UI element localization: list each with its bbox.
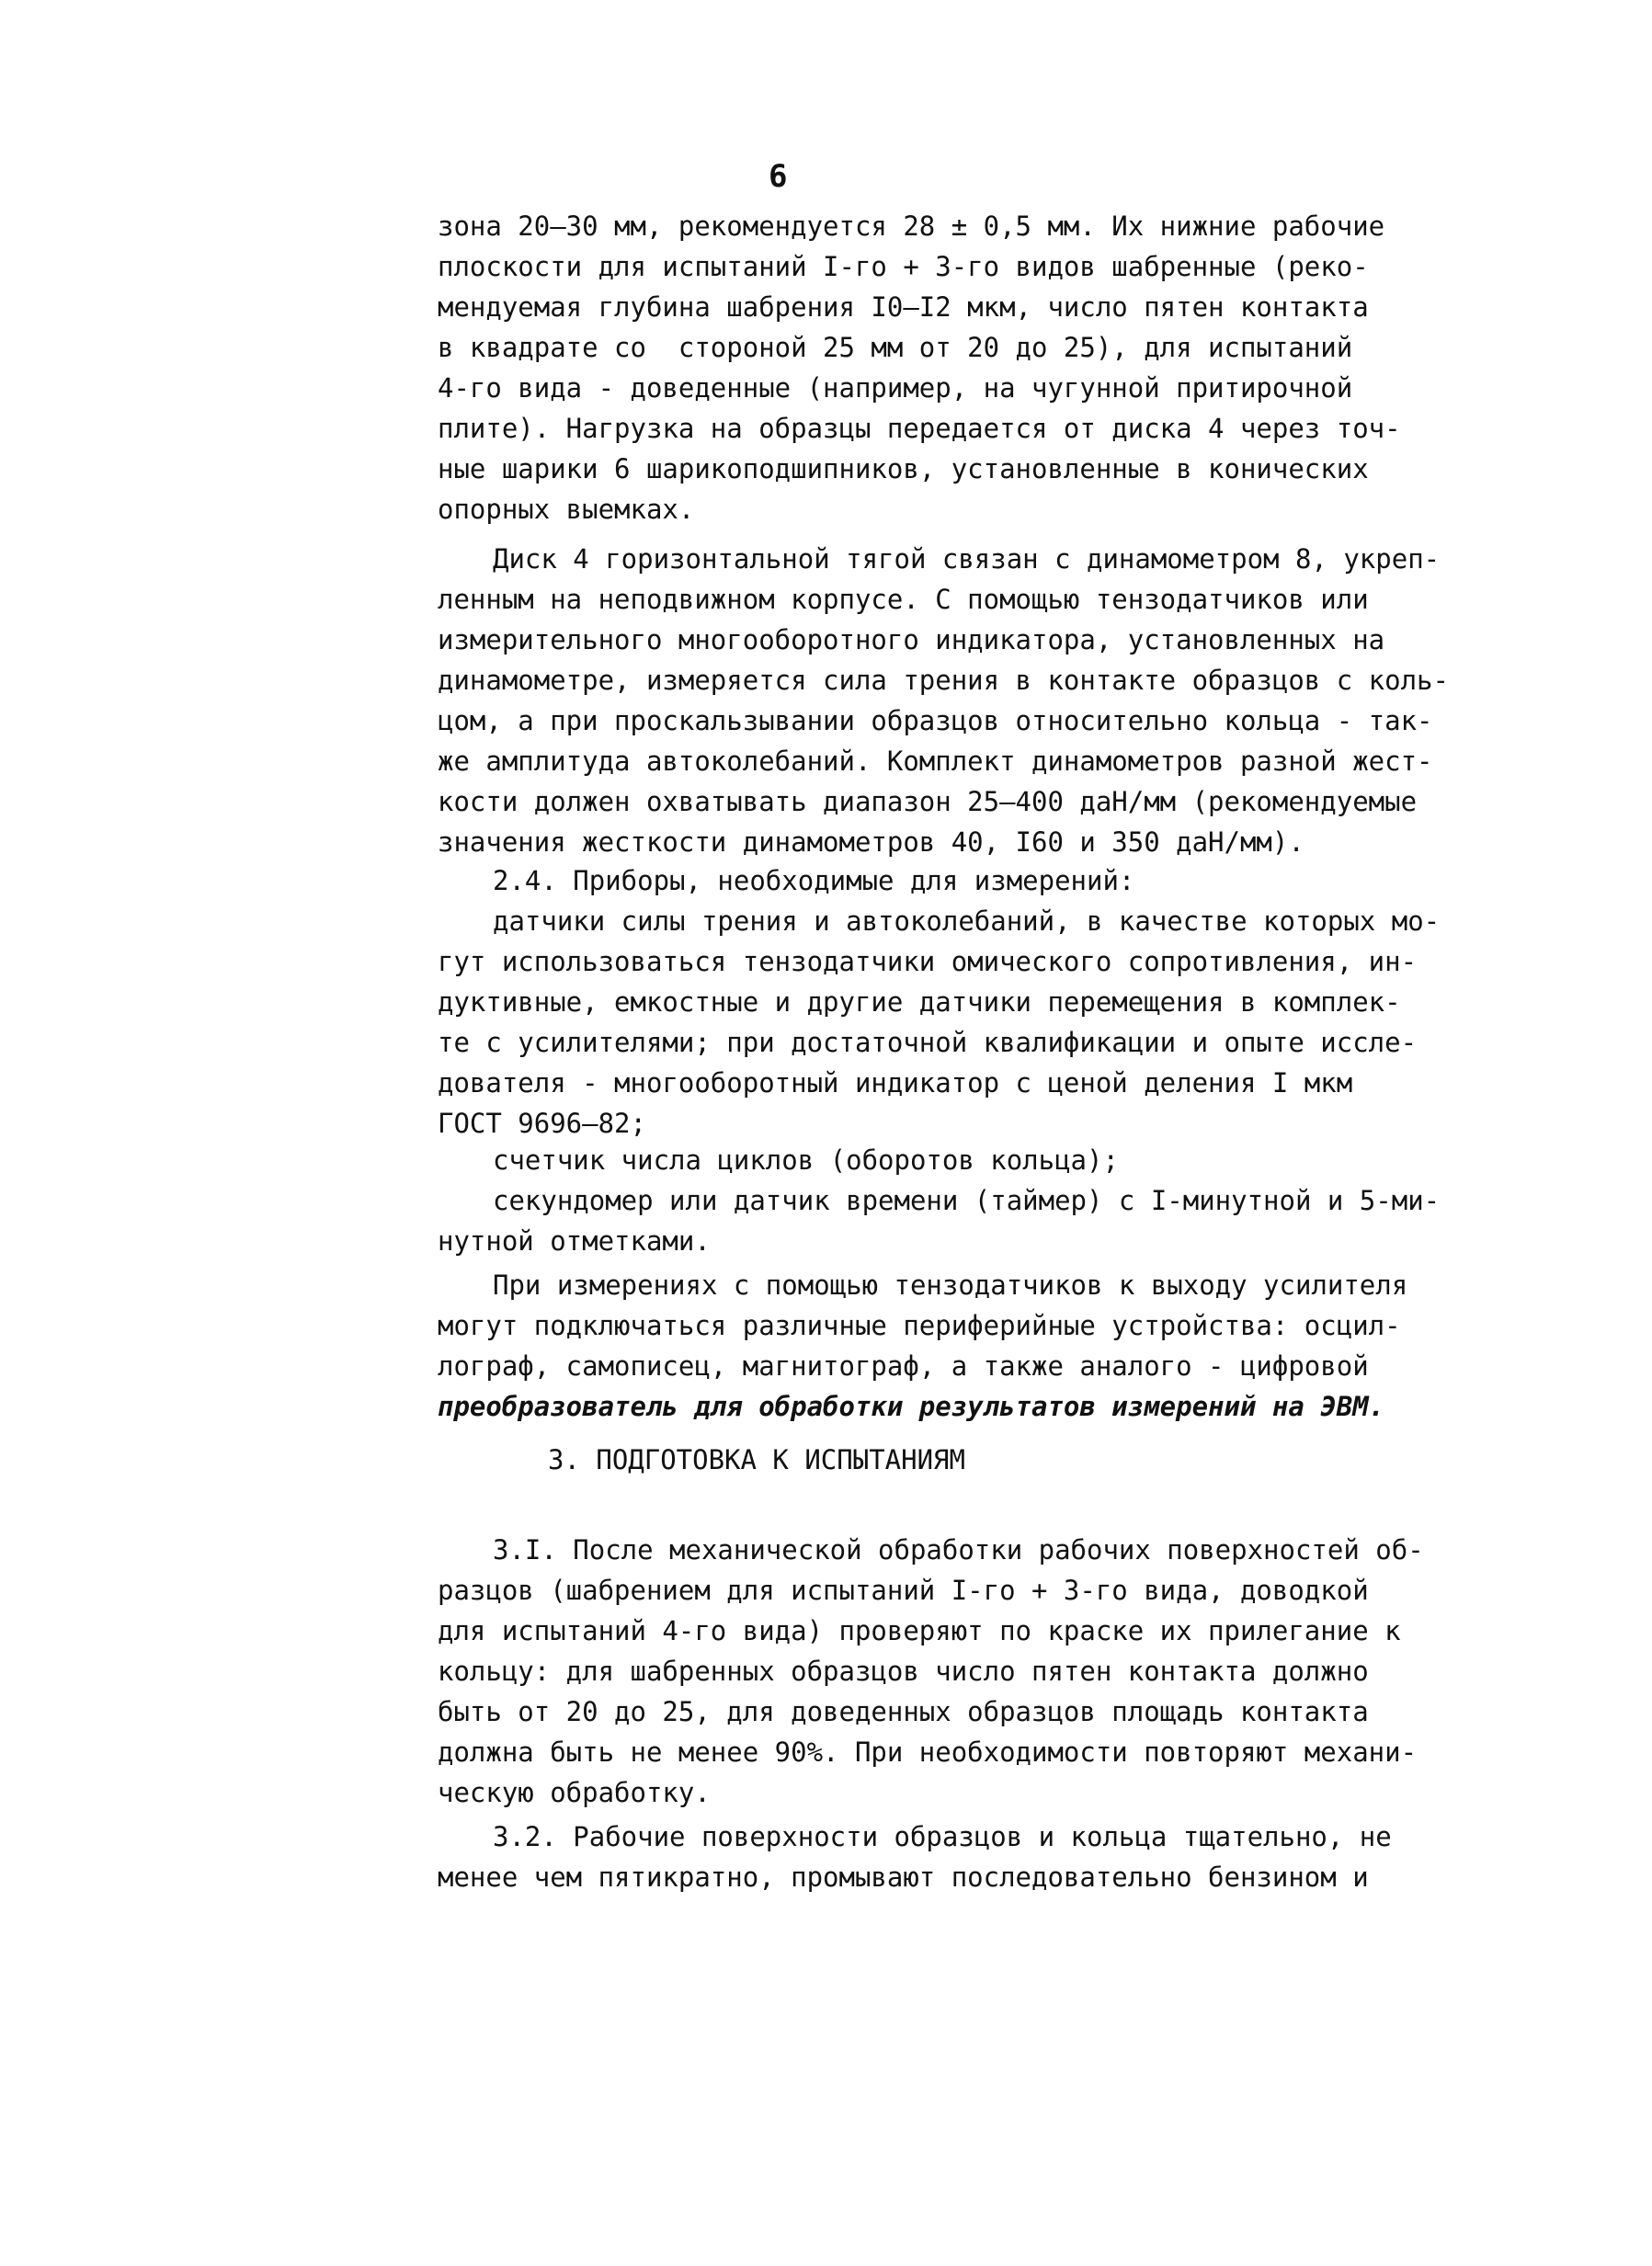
text-line: кости должен охватывать диапазон 25–400 даН/мм (рекомендуемые <box>438 786 1418 817</box>
text-line: значения жесткости динамометров 40, I60 и 350 даН/мм). <box>438 826 1305 858</box>
text-line: менее чем пятикратно, промывают последовательно бензином и <box>438 1862 1369 1893</box>
text-line: ческую обработку. <box>438 1777 711 1808</box>
text-line: кольцу: для шабренных образцов число пятен контакта должно <box>438 1656 1369 1687</box>
text-line: дователя - многооборотный индикатор с ценой деления I мкм <box>438 1067 1353 1099</box>
text-line: быть от 20 до 25, для доведенных образцов площадь контакта <box>438 1696 1369 1727</box>
text-line: ные шарики 6 шарикоподшипников, установленные в конических <box>438 453 1369 484</box>
text-line: динамометре, измеряется сила трения в контакте образцов с коль- <box>438 665 1449 696</box>
text-line: должна быть не менее 90%. При необходимости повторяют механи- <box>438 1737 1418 1768</box>
text-line: могут подключаться различные периферийные устройства: осцил- <box>438 1310 1401 1341</box>
paragraph-stopwatch <box>438 1180 1486 1261</box>
text-line: счетчик числа циклов (оборотов кольца); <box>493 1144 1119 1176</box>
text-line: для испытаний 4-го вида) проверяют по краске их прилегание к <box>438 1615 1401 1646</box>
text-line: в квадрате со стороной 25 мм от 20 до 25), для испытаний <box>438 332 1353 363</box>
clause-2-4: 2.4. Приборы, необходимые для измерений: <box>493 865 1135 896</box>
text-line: 3.I. После механической обработки рабочих поверхностей об- <box>493 1534 1424 1566</box>
page-number: 6 <box>769 158 788 195</box>
paragraph-dynamometer <box>438 539 1486 862</box>
paragraph-washing <box>438 1816 1486 1897</box>
text-line: плоскости для испытаний I-го + 3-го видов шабренные (реко- <box>438 251 1369 282</box>
text-line: секундомер или датчик времени (таймер) с I-минутной и 5-ми- <box>493 1185 1441 1216</box>
text-line: цом, а при проскальзывании образцов относительно кольца - так- <box>438 705 1433 736</box>
text-line: датчики силы трения и автоколебаний, в качестве которых мо- <box>493 905 1441 937</box>
text-line: те с усилителями; при достаточной квалификации и опыте иссле- <box>438 1027 1418 1058</box>
text-line: разцов (шабрением для испытаний I-го + 3-го вида, доводкой <box>438 1575 1369 1606</box>
text-line: При измерениях с помощью тензодатчиков к выходу усилителя <box>493 1270 1408 1301</box>
text-line: ленным на неподвижном корпусе. С помощью тензодатчиков или <box>438 584 1369 615</box>
text-line: дуктивные, емкостные и другие датчики перемещения в комплек- <box>438 986 1401 1018</box>
paragraph-instruments-heading <box>438 860 1486 901</box>
paragraph-surface-check <box>438 1530 1486 1813</box>
text-line: гут использоваться тензодатчики омического сопротивления, ин- <box>438 946 1418 977</box>
text-line: лограф, самописец, магнитограф, а также аналого - цифровой <box>438 1350 1369 1382</box>
paragraph-cycle-counter <box>438 1140 1486 1180</box>
paragraph-sample-dimensions <box>438 206 1486 529</box>
text-line: же амплитуда автоколебаний. Комплект динамометров разной жест- <box>438 746 1433 777</box>
text-line: 3.2. Рабочие поверхности образцов и кольца тщательно, не <box>493 1821 1392 1852</box>
text-line: измерительного многооборотного индикатора, установленных на <box>438 624 1385 655</box>
section-3-heading: 3. ПОДГОТОВКА К ИСПЫТАНИЯМ <box>548 1444 965 1475</box>
text-line-italic: преобразователь для обработки результатов измерений на ЭВМ. <box>438 1391 1385 1422</box>
text-line: мендуемая глубина шабрения I0–I2 мкм, число пятен контакта <box>438 291 1369 323</box>
text-line: ГОСТ 9696–82; <box>438 1108 646 1139</box>
text-line: плите). Нагрузка на образцы передается от диска 4 через точ- <box>438 413 1401 444</box>
text-line: зона 20–30 мм, рекомендуется 28 ± 0,5 мм. Их нижние рабочие <box>438 211 1385 242</box>
text-line: Диск 4 горизонтальной тягой связан с динамометром 8, укреп- <box>493 543 1441 575</box>
text-line: нутной отметками. <box>438 1225 711 1257</box>
paragraph-sensors <box>438 901 1486 1144</box>
text-line: 4-го вида - доведенные (например, на чугунной притирочной <box>438 372 1353 404</box>
text-line: опорных выемках. <box>438 494 695 525</box>
paragraph-peripherals <box>438 1265 1486 1427</box>
